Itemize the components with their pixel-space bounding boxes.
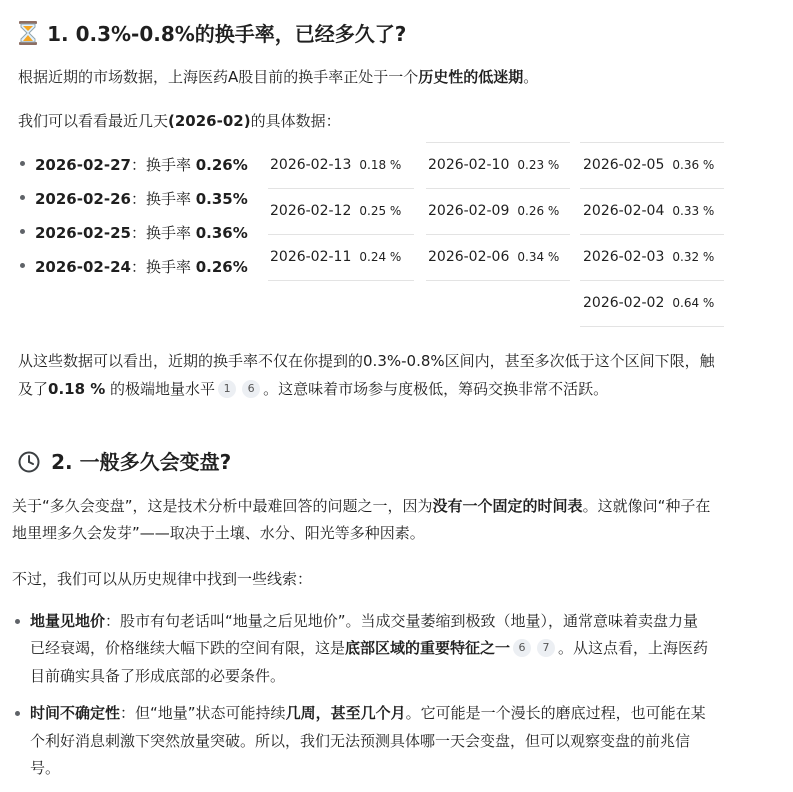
text: ：但“地量”状态可能持续 bbox=[120, 704, 286, 722]
cell-date: 2026-02-10 bbox=[428, 157, 510, 173]
bullet bbox=[20, 161, 25, 166]
citation-badge[interactable]: 7 bbox=[537, 639, 555, 657]
text: 根据近期的市场数据，上海医药A股目前的换手率正处于一个 bbox=[18, 68, 419, 86]
highlight: 没有一个固定的时间表 bbox=[432, 497, 583, 515]
item-heading: 地量见地价 bbox=[30, 612, 106, 630]
cell-date: 2026-02-05 bbox=[583, 157, 665, 173]
cell-date: 2026-02-04 bbox=[583, 203, 665, 219]
section1-para1 bbox=[18, 66, 538, 87]
citation-badge[interactable]: 6 bbox=[513, 639, 531, 657]
table-cell bbox=[583, 142, 714, 188]
section2-para1-line2: 地里埋多久会发芽”——取决于土壤、水分、阳光等多种因素。 bbox=[12, 524, 425, 542]
table-cell bbox=[428, 142, 559, 188]
table-cell bbox=[270, 188, 401, 234]
cell-value: 0.18 % bbox=[359, 158, 402, 172]
cell-date: 2026-02-11 bbox=[270, 249, 352, 265]
section2-item1-line1 bbox=[30, 610, 698, 631]
table-cell bbox=[270, 142, 401, 188]
text: ：股市有句老话叫“地量之后见地价”。当成交量萎缩到极致（地量），通常意味着卖盘力量 bbox=[105, 612, 699, 630]
cell-value: 0.33 % bbox=[672, 204, 715, 218]
bullet bbox=[15, 711, 20, 716]
cell-value: 0.23 % bbox=[517, 158, 560, 172]
list-label: ：换手率 bbox=[130, 258, 196, 276]
section1-para2 bbox=[18, 110, 341, 131]
cell-date: 2026-02-03 bbox=[583, 249, 665, 265]
table-cell bbox=[583, 188, 714, 234]
list-item bbox=[35, 188, 248, 209]
bullet bbox=[20, 195, 25, 200]
table-cell bbox=[428, 188, 559, 234]
highlight: 0.18 % bbox=[48, 380, 106, 398]
cell-date: 2026-02-06 bbox=[428, 249, 510, 265]
table-cell bbox=[270, 234, 401, 280]
highlight: (2026-02) bbox=[168, 112, 251, 130]
highlight: 几周，甚至几个月 bbox=[285, 704, 406, 722]
cell-date: 2026-02-13 bbox=[270, 157, 352, 173]
list-label: ：换手率 bbox=[130, 224, 196, 242]
list-label: ：换手率 bbox=[130, 156, 196, 174]
list-date: 2026-02-26 bbox=[35, 190, 131, 208]
bullet bbox=[20, 263, 25, 268]
highlight: 底部区域的重要特征之一 bbox=[345, 639, 511, 657]
bullet bbox=[20, 229, 25, 234]
text: 。从这点看，上海医药 bbox=[558, 639, 709, 657]
section2-item2-line1 bbox=[30, 702, 706, 723]
list-value: 0.26% bbox=[195, 156, 248, 174]
cell-value: 0.34 % bbox=[517, 250, 560, 264]
text: 关于“多久会变盘”，这是技术分析中最难回答的问题之一，因为 bbox=[12, 497, 433, 515]
section1-para3-line2 bbox=[18, 378, 608, 399]
bullet bbox=[15, 619, 20, 624]
divider bbox=[426, 280, 570, 281]
text: 。 bbox=[523, 68, 539, 86]
text: 。这意味着市场参与度极低，筹码交换非常不活跃。 bbox=[263, 380, 609, 398]
section2-para1-line1 bbox=[12, 495, 710, 516]
list-item bbox=[35, 222, 248, 243]
table-cell bbox=[583, 280, 714, 326]
table-cell bbox=[428, 234, 559, 280]
cell-date: 2026-02-02 bbox=[583, 295, 665, 311]
clock-icon bbox=[18, 451, 40, 473]
text: 我们可以看看最近几天 bbox=[18, 112, 169, 130]
text: 。它可能是一个漫长的磨底过程，也可能在某 bbox=[405, 704, 706, 722]
section2-item2-line2: 个利好消息刺激下突然放量突破。所以，我们无法预测具体哪一天会变盘，但可以观察变盘的前兆信 bbox=[30, 732, 691, 750]
section2-item1-line3: 目前确实具备了形成底部的必要条件。 bbox=[30, 667, 286, 685]
cell-date: 2026-02-12 bbox=[270, 203, 352, 219]
cell-date: 2026-02-09 bbox=[428, 203, 510, 219]
cell-value: 0.36 % bbox=[672, 158, 715, 172]
section2-para2: 不过，我们可以从历史规律中找到一些线索： bbox=[12, 570, 313, 588]
list-date: 2026-02-25 bbox=[35, 224, 131, 242]
table-cell bbox=[583, 234, 714, 280]
cell-value: 0.32 % bbox=[672, 250, 715, 264]
list-value: 0.35% bbox=[195, 190, 248, 208]
text: 的具体数据： bbox=[250, 112, 341, 130]
citation-badge[interactable]: 1 bbox=[218, 380, 236, 398]
text: 。这就像问“种子在 bbox=[582, 497, 711, 515]
list-label: ：换手率 bbox=[130, 190, 196, 208]
cell-value: 0.24 % bbox=[359, 250, 402, 264]
highlight: 历史性的低迷期 bbox=[418, 68, 524, 86]
text: 及了 bbox=[18, 380, 49, 398]
list-value: 0.36% bbox=[195, 224, 248, 242]
section2-heading bbox=[18, 446, 231, 475]
list-item bbox=[35, 154, 248, 175]
text: 已经衰竭，价格继续大幅下跌的空间有限，这是 bbox=[30, 639, 346, 657]
citation-badge[interactable]: 6 bbox=[242, 380, 260, 398]
section2-item2-line3: 号。 bbox=[30, 759, 61, 777]
divider bbox=[580, 326, 724, 327]
cell-value: 0.26 % bbox=[517, 204, 560, 218]
section2-title: 2. 一般多久会变盘? bbox=[51, 450, 232, 474]
list-value: 0.26% bbox=[195, 258, 248, 276]
text: 的极端地量水平 bbox=[105, 380, 216, 398]
section1-heading bbox=[18, 18, 406, 47]
section2-item1-line2 bbox=[30, 637, 708, 658]
cell-value: 0.64 % bbox=[672, 296, 715, 310]
list-date: 2026-02-24 bbox=[35, 258, 131, 276]
divider bbox=[268, 280, 414, 281]
section1-title: 1. 0.3%-0.8%的换手率，已经多久了? bbox=[47, 22, 407, 46]
list-date: 2026-02-27 bbox=[35, 156, 131, 174]
list-item bbox=[35, 256, 248, 277]
hourglass-icon bbox=[18, 21, 38, 45]
cell-value: 0.25 % bbox=[359, 204, 402, 218]
item-heading: 时间不确定性 bbox=[30, 704, 121, 722]
section1-para3-line1: 从这些数据可以看出，近期的换手率不仅在你提到的0.3%-0.8%区间内，甚至多次低于这个区间下限，触 bbox=[18, 352, 715, 370]
